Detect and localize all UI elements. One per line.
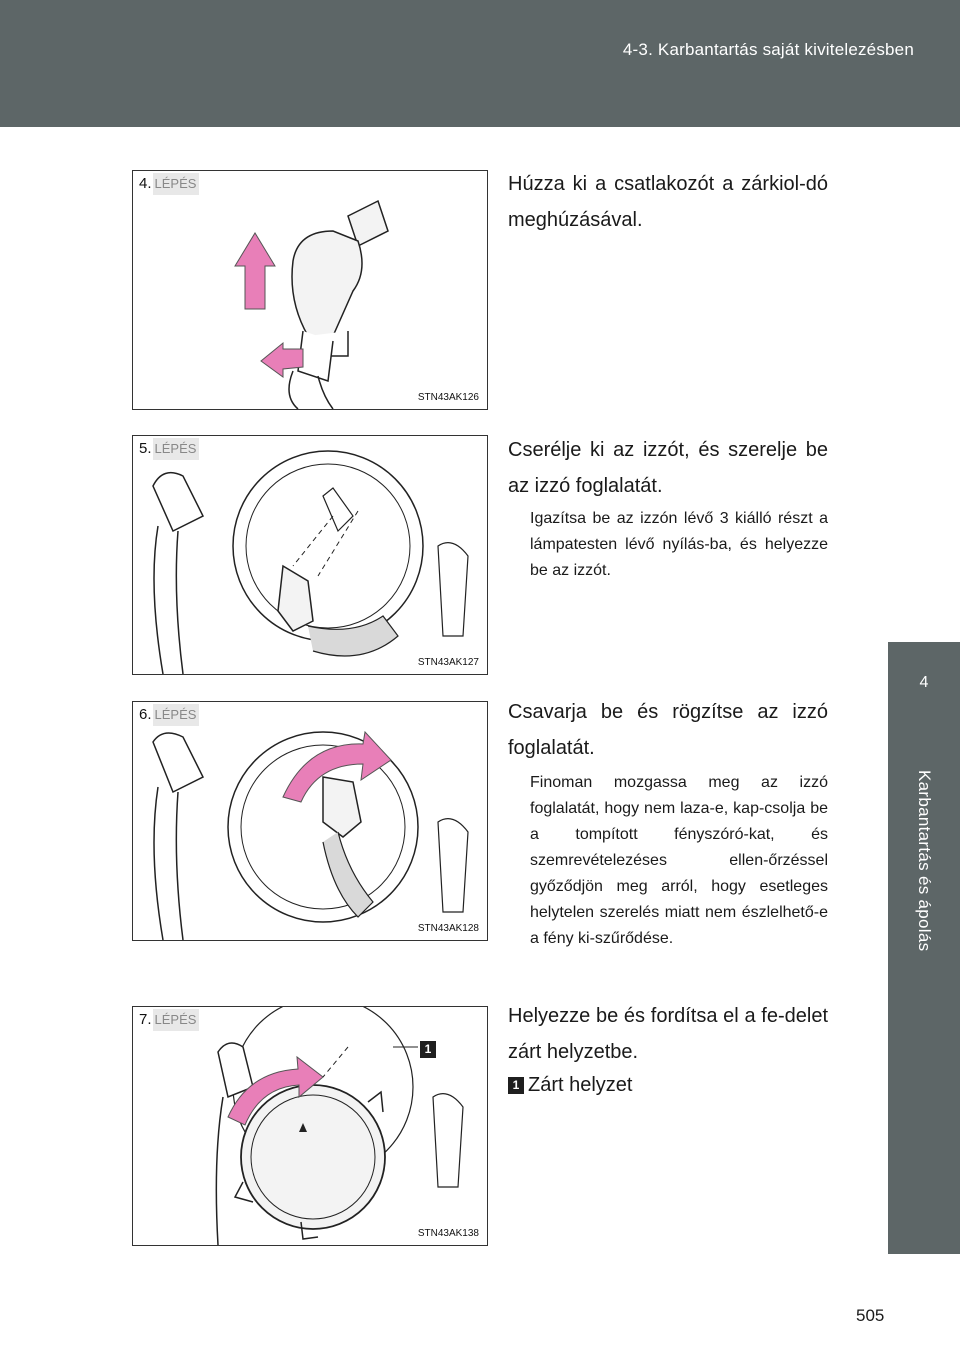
bulb-replacement-illustration: [133, 436, 487, 674]
step-7-figure: [132, 1006, 488, 1246]
section-title: 4-3. Karbantartás saját kivitelezésben: [622, 40, 914, 59]
step-4-title: Húzza ki a csatlakozót a zárkiol-dó meghúzásával.: [508, 173, 828, 231]
header-band: [0, 0, 960, 127]
step-number: 6.: [135, 704, 153, 726]
step-word: LÉPÉS: [153, 173, 200, 195]
step-number: 5.: [135, 438, 153, 460]
step-6-figure: [132, 701, 488, 941]
step-6-note: Finoman mozgassa meg az izzó foglalatát, hogy nem laza-e, kap-csolja be a tompított fényszóró-kat, és szemrevételezéses ellen-őrzéssel győződjön meg arról, hogy esetleges helytelen szerelés miatt nem észlelhető-e a fény ki-szűrődése.: [530, 774, 828, 947]
chapter-label: Karbantartás és ápolás: [915, 770, 934, 952]
step-6-badge: [135, 704, 199, 726]
step-7-badge: [135, 1009, 199, 1031]
step-6-title: Csavarja be és rögzítse az izzó foglalatát.: [508, 701, 828, 759]
step-word: LÉPÉS: [153, 704, 200, 726]
step-5-note: Igazítsa be az izzón lévő 3 kiálló részt a lámpatesten lévő nyílás-ba, és helyezze be az izzót.: [530, 510, 828, 579]
legend-callout: 1: [508, 1077, 524, 1094]
page-number: 505: [856, 1306, 885, 1325]
step-5-badge: [135, 438, 199, 460]
chapter-number: 4: [919, 674, 929, 691]
chapter-tab: [888, 642, 960, 732]
figure-code: STN43AK138: [417, 1228, 479, 1239]
figure-code: STN43AK128: [417, 923, 479, 934]
legend-closed-position: [508, 1074, 632, 1097]
bulb-socket-twist-illustration: [133, 702, 487, 940]
step-word: LÉPÉS: [153, 438, 200, 460]
figure-code: STN43AK127: [417, 657, 479, 668]
step-4-figure: [132, 170, 488, 410]
step-4-badge: [135, 173, 199, 195]
step-word: LÉPÉS: [153, 1009, 200, 1031]
step-5-title: Cserélje ki az izzót, és szerelje be az izzó foglalatát.: [508, 439, 828, 497]
bulb-connector-illustration: [133, 171, 487, 409]
step-7-title: Helyezze be és fordítsa el a fe-delet zárt helyzetbe.: [508, 1005, 828, 1063]
callout-1: 1: [420, 1041, 436, 1058]
step-number: 7.: [135, 1009, 153, 1031]
chapter-label-tab: [888, 732, 960, 1254]
figure-code: STN43AK126: [417, 392, 479, 403]
legend-label: Zárt helyzet: [528, 1074, 633, 1096]
step-5-figure: [132, 435, 488, 675]
step-number: 4.: [135, 173, 153, 195]
